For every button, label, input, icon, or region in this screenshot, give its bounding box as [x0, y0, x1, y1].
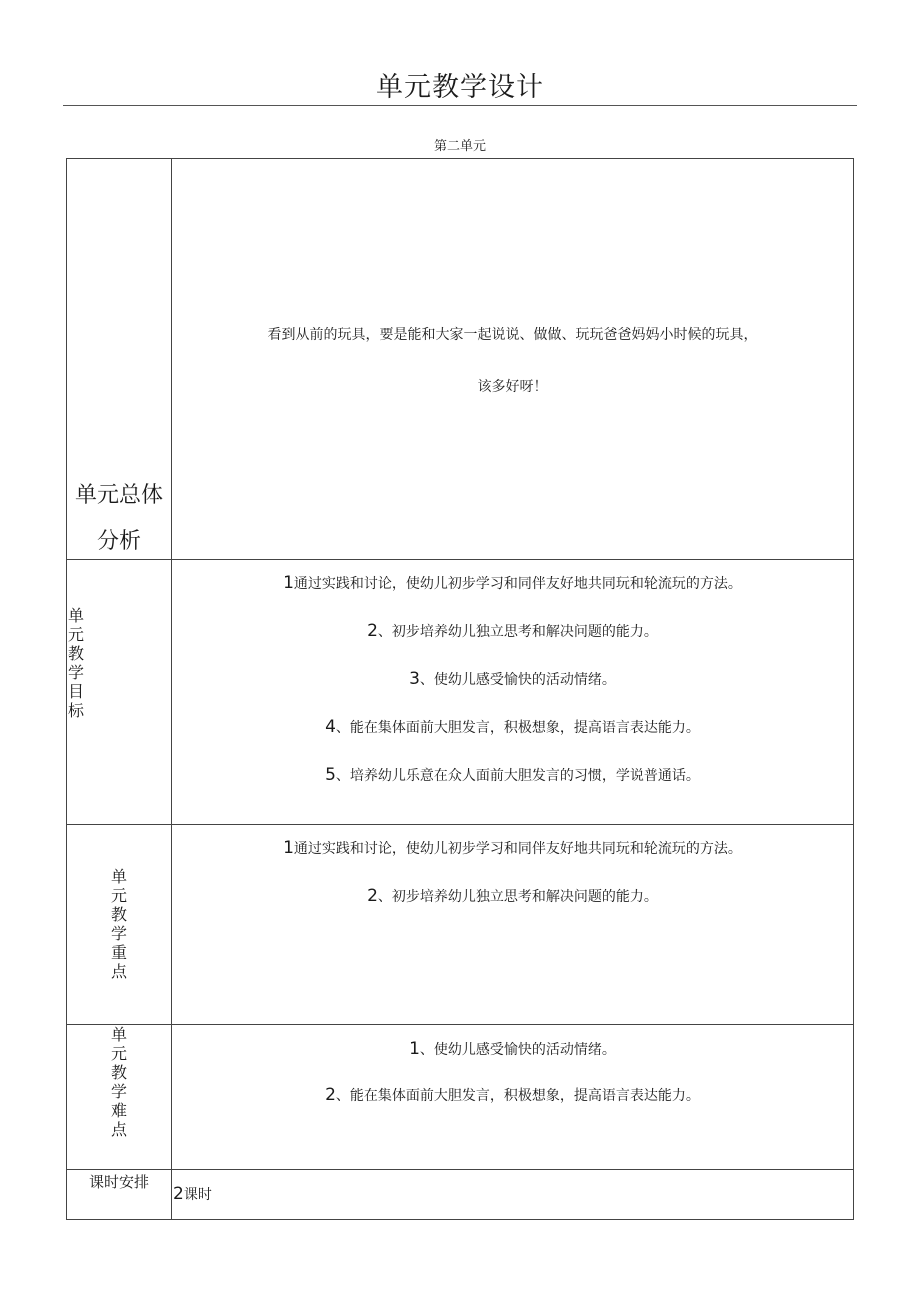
analysis-label-line2: 分析: [96, 529, 141, 554]
keypoints-label-char: 元: [110, 886, 127, 905]
row-analysis: [67, 159, 854, 560]
difficulties-label-char: 难: [110, 1101, 127, 1120]
goal-num: 5: [325, 765, 336, 785]
keypoints-label: [67, 867, 171, 981]
goal-text: 、初步培养幼儿独立思考和解决问题的能力。: [377, 624, 658, 640]
difficulty-num: 2: [325, 1085, 336, 1105]
goals-label-char: 元: [67, 625, 84, 644]
analysis-text-line2: 该多好呀！: [477, 379, 548, 395]
document-title: 单元教学设计: [376, 72, 544, 103]
content-cell-difficulties: [172, 1025, 854, 1170]
unit-label: 第二单元: [433, 139, 486, 154]
goal-item-5: [172, 765, 853, 786]
row-difficulties: [67, 1025, 854, 1170]
schedule-value: [173, 1184, 853, 1205]
goals-label-char: 标: [67, 701, 84, 720]
keypoints-label-char: 重: [110, 943, 127, 962]
difficulty-num: 1: [409, 1039, 420, 1059]
schedule-text: 课时: [183, 1187, 212, 1203]
keypoints-label-char: 教: [110, 905, 127, 924]
schedule-label: 课时安排: [88, 1173, 149, 1191]
content-cell-goals: [172, 560, 854, 825]
difficulties-label-char: 单: [110, 1025, 127, 1044]
goals-label-char: 单: [67, 606, 84, 625]
keypoint-item-1: [172, 838, 853, 859]
analysis-text-line1: 看到从前的玩具，要是能和大家一起说说、做做、玩玩爸爸妈妈小时候的玩具，: [267, 327, 758, 343]
goal-text: 通过实践和讨论，使幼儿初步学习和同伴友好地共同玩和轮流玩的方法。: [293, 576, 742, 592]
goal-text: 、能在集体面前大胆发言，积极想象，提高语言表达能力。: [335, 720, 700, 736]
difficulties-label-char: 教: [110, 1063, 127, 1082]
goals-label: [0, 606, 171, 720]
row-schedule: [67, 1170, 854, 1220]
analysis-label-line1: 单元总体: [74, 483, 163, 508]
keypoint-text: 通过实践和讨论，使幼儿初步学习和同伴友好地共同玩和轮流玩的方法。: [293, 841, 742, 857]
difficulty-text: 、使幼儿感受愉快的活动情绪。: [419, 1042, 616, 1058]
row-goals: [67, 560, 854, 825]
difficulties-label-char: 学: [110, 1082, 127, 1101]
keypoints-label-char: 学: [110, 924, 127, 943]
keypoint-item-2: [172, 886, 853, 907]
unit-design-table: [66, 158, 854, 1220]
keypoints-label-char: 点: [110, 962, 127, 981]
goal-item-3: [172, 669, 853, 690]
label-cell-keypoints: [67, 825, 172, 1025]
goal-text: 、使幼儿感受愉快的活动情绪。: [419, 672, 616, 688]
goal-item-1: [172, 573, 853, 594]
label-cell-schedule: [67, 1170, 172, 1220]
goal-num: 3: [409, 669, 420, 689]
title-underline: [63, 105, 857, 106]
label-cell-goals: [67, 560, 172, 825]
goal-num: 1: [283, 573, 294, 593]
content-cell-schedule: [172, 1170, 854, 1220]
keypoint-num: 2: [367, 886, 378, 906]
difficulties-label-char: 点: [110, 1120, 127, 1139]
goal-item-4: [172, 717, 853, 738]
keypoint-text: 、初步培养幼儿独立思考和解决问题的能力。: [377, 889, 658, 905]
difficulties-label: [67, 1025, 171, 1139]
goals-label-char: 学: [67, 663, 84, 682]
schedule-num: 2: [173, 1184, 184, 1204]
goal-item-2: [172, 621, 853, 642]
keypoint-num: 1: [283, 838, 294, 858]
goal-num: 4: [325, 717, 336, 737]
difficulty-text: 、能在集体面前大胆发言，积极想象，提高语言表达能力。: [335, 1088, 700, 1104]
row-keypoints: [67, 825, 854, 1025]
difficulties-label-char: 元: [110, 1044, 127, 1063]
difficulty-item-1: [172, 1039, 853, 1060]
label-cell-analysis: [67, 159, 172, 560]
content-cell-analysis: [172, 159, 854, 560]
goal-num: 2: [367, 621, 378, 641]
keypoints-label-char: 单: [110, 867, 127, 886]
goals-label-char: 教: [67, 644, 84, 663]
goal-text: 、培养幼儿乐意在众人面前大胆发言的习惯，学说普通话。: [335, 768, 700, 784]
label-cell-difficulties: [67, 1025, 172, 1170]
goals-label-char: 目: [67, 682, 84, 701]
difficulty-item-2: [172, 1085, 853, 1106]
content-cell-keypoints: [172, 825, 854, 1025]
